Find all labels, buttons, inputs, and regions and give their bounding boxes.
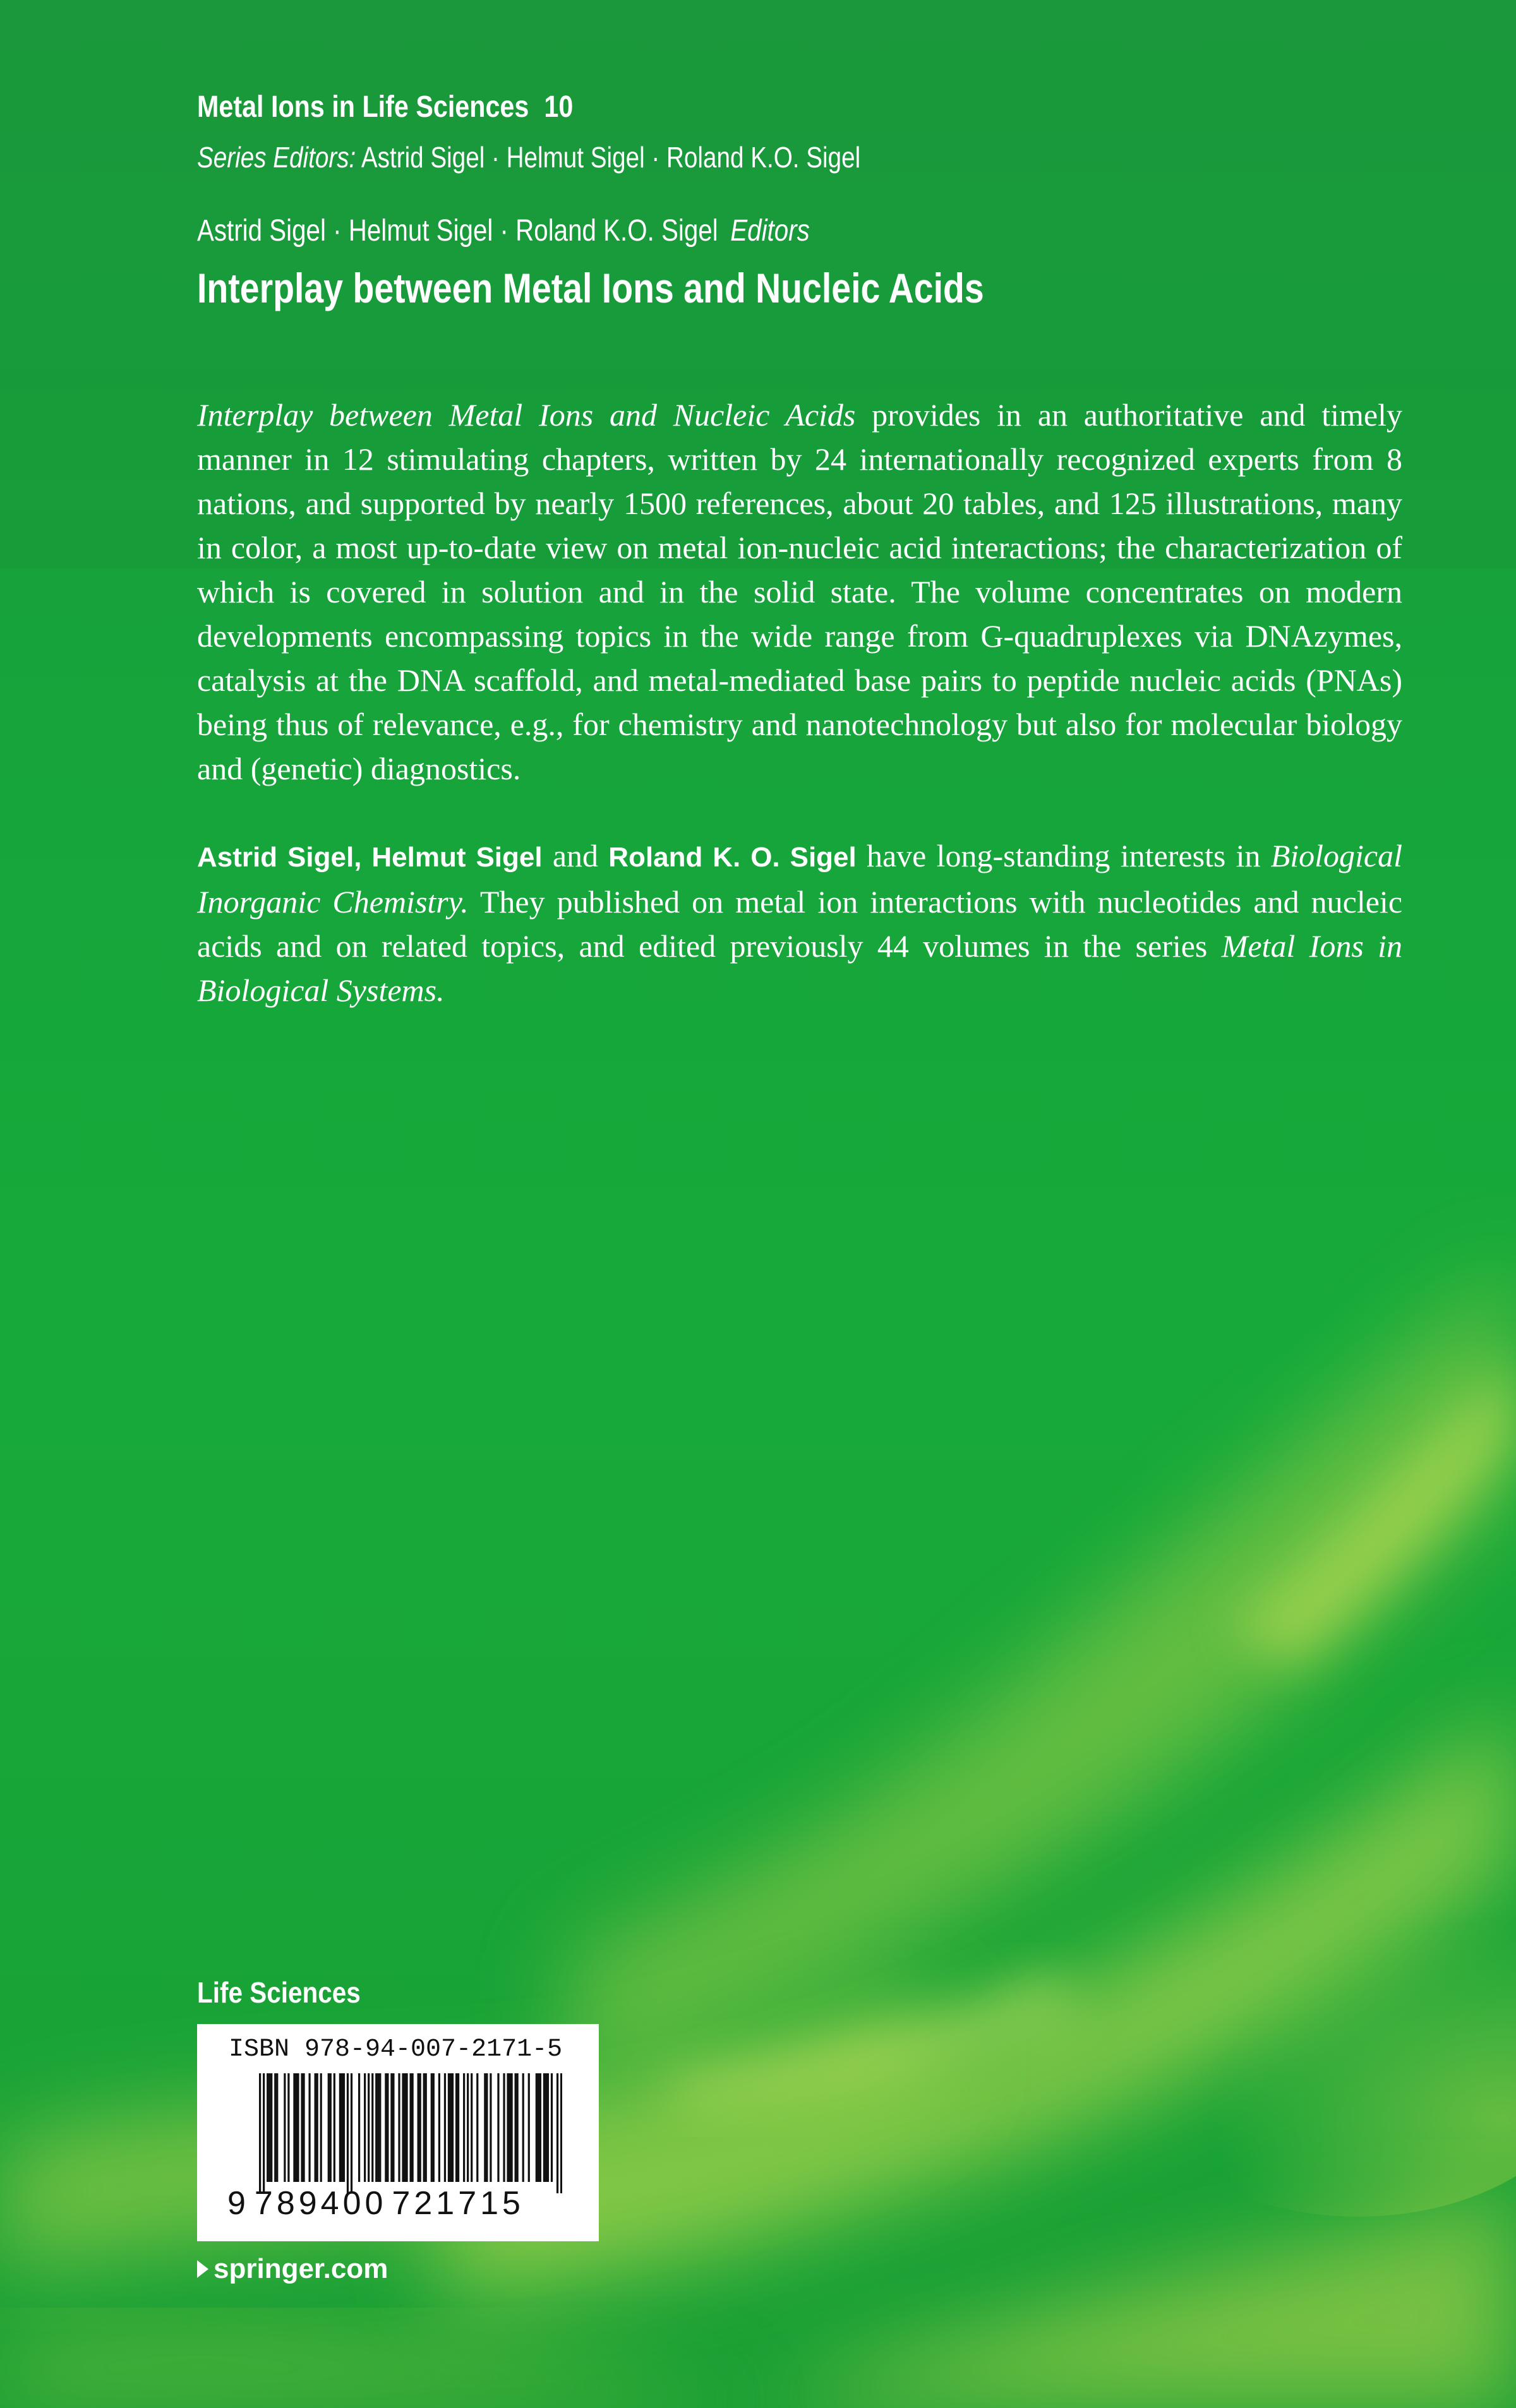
barcode-bar bbox=[379, 2073, 381, 2182]
barcode-bar bbox=[515, 2073, 517, 2182]
barcode-bar bbox=[471, 2073, 472, 2182]
barcode-bar bbox=[507, 2073, 508, 2182]
barcode-bars bbox=[259, 2073, 562, 2193]
barcode-bar bbox=[315, 2073, 316, 2182]
bio-sep-1: , bbox=[354, 842, 372, 873]
barcode-bar bbox=[522, 2073, 524, 2182]
barcode-bar bbox=[517, 2073, 519, 2182]
barcode-bar bbox=[556, 2073, 558, 2193]
barcode-bar bbox=[270, 2073, 272, 2182]
barcode-bar bbox=[328, 2073, 330, 2182]
barcode-bar bbox=[339, 2073, 341, 2182]
barcode-bar bbox=[409, 2073, 411, 2182]
subject-category: Life Sciences bbox=[197, 1976, 361, 2009]
barcode-digits bbox=[227, 2184, 524, 2222]
volume-editors-role: Editors bbox=[730, 214, 810, 248]
barcode-bar bbox=[406, 2073, 407, 2182]
barcode-bar bbox=[364, 2073, 366, 2182]
isbn-barcode bbox=[197, 2024, 599, 2241]
barcode-bar bbox=[387, 2073, 388, 2182]
barcode-bar bbox=[423, 2073, 425, 2182]
barcode-bar bbox=[476, 2073, 478, 2182]
barcode-bar bbox=[450, 2073, 452, 2182]
bio-series: Metal Ions in Biological Systems. bbox=[197, 928, 1402, 1008]
barcode-bar bbox=[303, 2073, 304, 2182]
barcode-bar bbox=[467, 2073, 469, 2182]
barcode-bar bbox=[377, 2073, 379, 2182]
barcode-bar bbox=[510, 2073, 512, 2182]
barcode-bar bbox=[419, 2073, 421, 2182]
barcode-bar bbox=[375, 2073, 377, 2182]
barcode-bar bbox=[351, 2073, 352, 2193]
series-editors-line bbox=[197, 140, 860, 174]
barcode-bar bbox=[263, 2073, 265, 2193]
bio-text-1: have long-standing interests in bbox=[856, 838, 1271, 873]
volume-editors-names: Astrid Sigel · Helmut Sigel · Roland K.O. Sigel bbox=[197, 214, 718, 248]
bio-sep-2: and bbox=[542, 838, 609, 873]
bio-name-1: Astrid Sigel bbox=[197, 842, 354, 873]
barcode-bar bbox=[297, 2073, 299, 2182]
barcode-bar bbox=[293, 2073, 295, 2182]
barcode-bar bbox=[528, 2073, 530, 2182]
bio-text-2: They published on metal ion interactions with nucleotides and nucleic acids and on related topics, and edited previously 44 volumes in the series bbox=[197, 884, 1403, 964]
barcode-bar bbox=[463, 2073, 465, 2182]
barcode-bar bbox=[538, 2073, 539, 2182]
barcode-bar bbox=[404, 2073, 406, 2182]
barcode-bar bbox=[385, 2073, 387, 2182]
barcode-bar bbox=[457, 2073, 459, 2182]
book-title: Interplay between Metal Ions and Nucleic Acids bbox=[197, 265, 984, 311]
series-name: Metal Ions in Life Sciences bbox=[197, 90, 529, 124]
barcode-bar bbox=[308, 2073, 310, 2182]
barcode-bar bbox=[276, 2073, 278, 2182]
barcode-bar bbox=[368, 2073, 370, 2182]
barcode-bar bbox=[259, 2073, 261, 2193]
barcode-bar bbox=[330, 2073, 332, 2182]
barcode-bar bbox=[497, 2073, 499, 2182]
editors-bio-paragraph bbox=[197, 834, 1402, 1012]
barcode-bar bbox=[412, 2073, 414, 2182]
barcode-bar bbox=[316, 2073, 318, 2182]
website-label: springer.com bbox=[214, 2253, 388, 2284]
description-paragraph bbox=[197, 393, 1402, 791]
barcode-bar bbox=[418, 2073, 419, 2182]
barcode-bar bbox=[543, 2073, 545, 2182]
description-title-italic: Interplay between Metal Ions and Nucleic Acids bbox=[197, 397, 856, 433]
volume-editors-line bbox=[197, 213, 810, 248]
description-text: provides in an authoritative and timely manner in 12 stimulating chapters, written by 24 internationally recognized experts from 8 nations, and supported by nearly 1500 references, about 20 tables, and 125 illustrations, many in color, a most up-to-date view on metal ion-nucleic acid interactions; the characterization of which is covered in solution and in the solid state. The volume concentrates on modern developments encompassing topics in the wide range from G-quadruplexes via DNAzymes, catalysis at the DNA scaffold, and metal-mediated base pairs to peptide nucleic acids (PNAs) being thus of relevance, e.g., for chemistry and nanotechnology but also for molecular biology and (genetic) diagnostics. bbox=[197, 397, 1402, 786]
barcode-bar bbox=[320, 2073, 322, 2182]
barcode-bar bbox=[484, 2073, 486, 2182]
barcode-bar bbox=[402, 2073, 404, 2182]
barcode-bar bbox=[343, 2073, 345, 2182]
barcode-bar bbox=[433, 2073, 435, 2182]
barcode-bar bbox=[341, 2073, 343, 2182]
barcode-bar bbox=[390, 2073, 392, 2182]
arrow-right-icon bbox=[197, 2260, 208, 2278]
barcode-bar bbox=[551, 2073, 553, 2182]
barcode-bar bbox=[490, 2073, 491, 2182]
barcode-bar bbox=[268, 2073, 270, 2182]
series-title bbox=[197, 90, 573, 124]
barcode-bar bbox=[438, 2073, 440, 2182]
barcode-bar bbox=[448, 2073, 450, 2182]
series-editors-names: Astrid Sigel · Helmut Sigel · Roland K.O. Sigel bbox=[361, 141, 861, 174]
barcode-digits-right: 721715 bbox=[392, 2185, 524, 2222]
publisher-website[interactable] bbox=[197, 2253, 388, 2285]
barcode-bar bbox=[547, 2073, 549, 2182]
barcode-bar bbox=[371, 2073, 373, 2182]
barcode-bar bbox=[398, 2073, 400, 2182]
barcode-bar bbox=[444, 2073, 446, 2182]
barcode-bar bbox=[287, 2073, 289, 2182]
bio-name-2: Helmut Sigel bbox=[371, 842, 543, 873]
barcode-bar bbox=[392, 2073, 394, 2182]
barcode-bar bbox=[267, 2073, 268, 2182]
barcode-bar bbox=[425, 2073, 427, 2182]
barcode-bar bbox=[503, 2073, 505, 2182]
barcode-bar bbox=[486, 2073, 488, 2182]
series-editors-label: Series Editors: bbox=[197, 141, 356, 174]
barcode-bar bbox=[284, 2073, 286, 2182]
barcode-bar bbox=[536, 2073, 538, 2182]
barcode-bar bbox=[295, 2073, 297, 2182]
isbn-label: ISBN 978-94-007-2171-5 bbox=[229, 2035, 563, 2064]
barcode-bar bbox=[539, 2073, 541, 2182]
barcode-bar bbox=[560, 2073, 562, 2193]
barcode-bar bbox=[508, 2073, 510, 2182]
barcode-bar bbox=[274, 2073, 276, 2182]
barcode-bar bbox=[455, 2073, 457, 2182]
barcode-bar bbox=[301, 2073, 303, 2182]
barcode-bar bbox=[334, 2073, 335, 2182]
barcode-bar bbox=[431, 2073, 433, 2182]
bio-name-3: Roland K. O. Sigel bbox=[608, 842, 857, 873]
barcode-bar bbox=[347, 2073, 349, 2193]
barcode-bar bbox=[545, 2073, 547, 2182]
barcode-digits-left: 789400 bbox=[254, 2185, 387, 2222]
bio-field: Biological Inorganic Chemistry. bbox=[197, 838, 1403, 919]
barcode-digit-first: 9 bbox=[227, 2185, 250, 2222]
barcode-bar bbox=[358, 2073, 360, 2182]
series-number: 10 bbox=[544, 90, 574, 124]
barcode-bar bbox=[452, 2073, 454, 2182]
